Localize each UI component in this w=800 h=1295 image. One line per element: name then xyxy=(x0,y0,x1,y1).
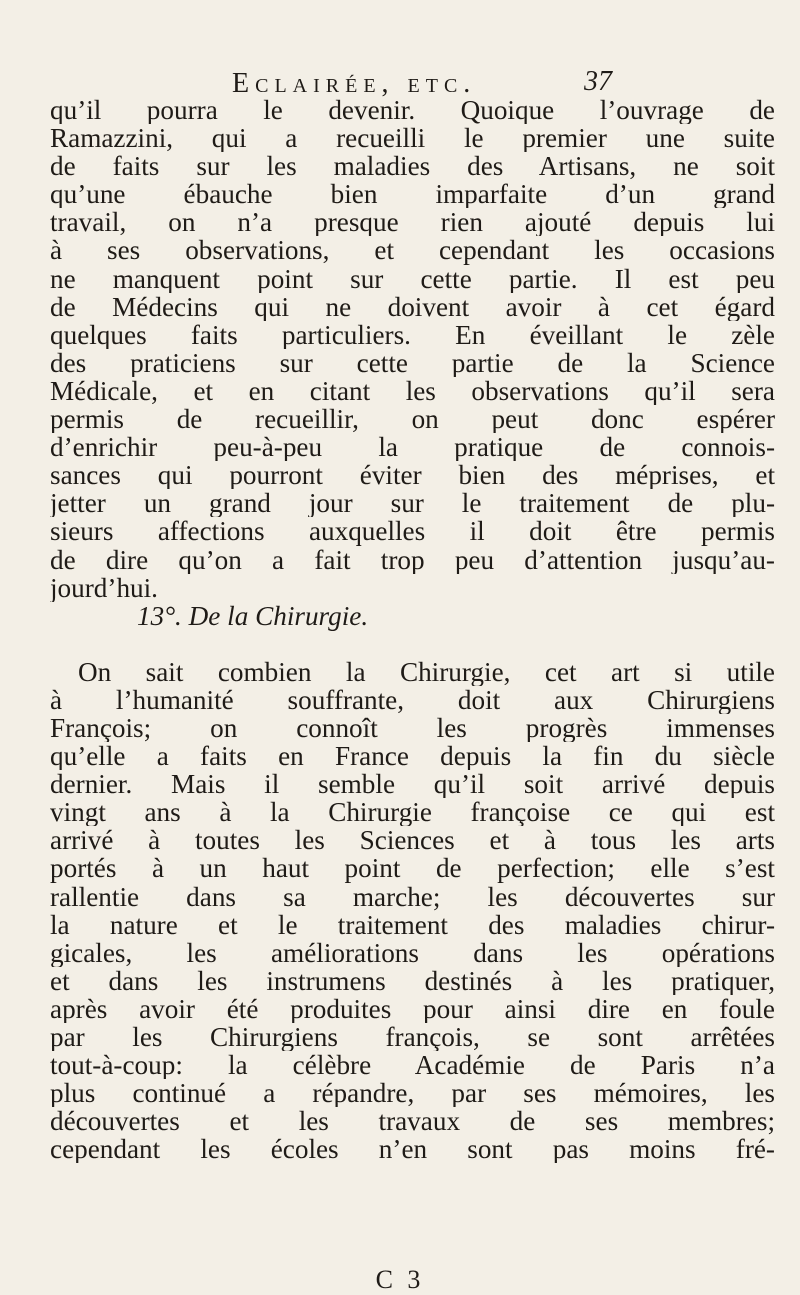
text-line: jourd’hui. xyxy=(50,573,158,602)
text-line: Ramazzini, qui a recueilli le premier une suite xyxy=(50,124,775,153)
text-line: la nature et le traitement des maladies chirur- xyxy=(50,910,775,939)
text-line: Médicale, et en citant les observations qu’il sera xyxy=(50,376,775,406)
page-number: 37 xyxy=(584,66,612,97)
running-title: Eclairée, etc. xyxy=(232,68,477,99)
text-line: jetter un grand jour sur le traitement de plu- xyxy=(50,489,775,518)
text-line: ne manquent point sur cette partie. Il est peu xyxy=(50,264,775,293)
text-line: On sait combien la Chirurgie, cet art si utile xyxy=(78,657,775,686)
text-line: tout-à-coup: la célèbre Académie de Paris n’a xyxy=(50,1051,775,1080)
text-line: rallentie dans sa marche; les découvertes sur xyxy=(50,882,775,911)
text-line: gicales, les améliorations dans les opérations xyxy=(50,938,775,967)
text-line: qu’elle a faits en France depuis la fin du siècle xyxy=(50,742,775,771)
text-line: sieurs affections auxquelles il doit être permis xyxy=(50,517,775,546)
text-line: François; on connoît les progrès immenses xyxy=(50,713,775,743)
text-line: de faits sur les maladies des Artisans, ne soit xyxy=(50,152,775,181)
text-line: vingt ans à la Chirurgie françoise ce qui est xyxy=(50,798,775,827)
text-line: dernier. Mais il semble qu’il soit arrivé depuis xyxy=(50,770,775,799)
text-line: par les Chirurgiens françois, se sont arrêtées xyxy=(50,1023,775,1052)
body-text xyxy=(50,96,775,1163)
text-line: à l’humanité souffrante, doit aux Chirurgiens xyxy=(50,685,775,714)
text-line: de dire qu’on a fait trop peu d’attention jusqu’au- xyxy=(50,545,775,574)
text-line: cependant les écoles n’en sont pas moins fré- xyxy=(50,1135,775,1164)
text-line: et dans les instrumens destinés à les pratiquer, xyxy=(50,966,775,995)
text-line: travail, on n’a presque rien ajouté depuis lui xyxy=(50,208,775,237)
text-line: après avoir été produites pour ainsi dire en foule xyxy=(50,994,775,1023)
section-heading: 13°. De la Chirurgie. xyxy=(137,600,369,631)
text-line: découvertes et les travaux de ses membres; xyxy=(50,1107,775,1136)
paragraph-1 xyxy=(50,96,775,602)
text-line: qu’il pourra le devenir. Quoique l’ouvrage de xyxy=(50,96,775,125)
text-line: quelques faits particuliers. En éveillant le zèle xyxy=(50,320,775,349)
text-line: plus continué a répandre, par ses mémoires, les xyxy=(50,1079,775,1108)
text-line: qu’une ébauche bien imparfaite d’un grand xyxy=(50,180,775,209)
paragraph-2 xyxy=(50,658,775,1164)
text-line: de Médecins qui ne doivent avoir à cet égard xyxy=(50,292,775,321)
text-line: arrivé à toutes les Sciences et à tous les arts xyxy=(50,826,775,855)
text-line: permis de recueillir, on peut donc espérer xyxy=(50,405,775,434)
text-line: à ses observations, et cependant les occasions xyxy=(50,236,775,265)
text-line: des praticiens sur cette partie de la Science xyxy=(50,348,775,377)
text-line: portés à un haut point de perfection; elle s’est xyxy=(50,854,775,883)
text-line: d’enrichir peu-à-peu la pratique de connois- xyxy=(50,433,775,462)
signature-mark: C 3 xyxy=(375,1265,425,1294)
text-line: sances qui pourront éviter bien des méprises, et xyxy=(50,461,775,490)
